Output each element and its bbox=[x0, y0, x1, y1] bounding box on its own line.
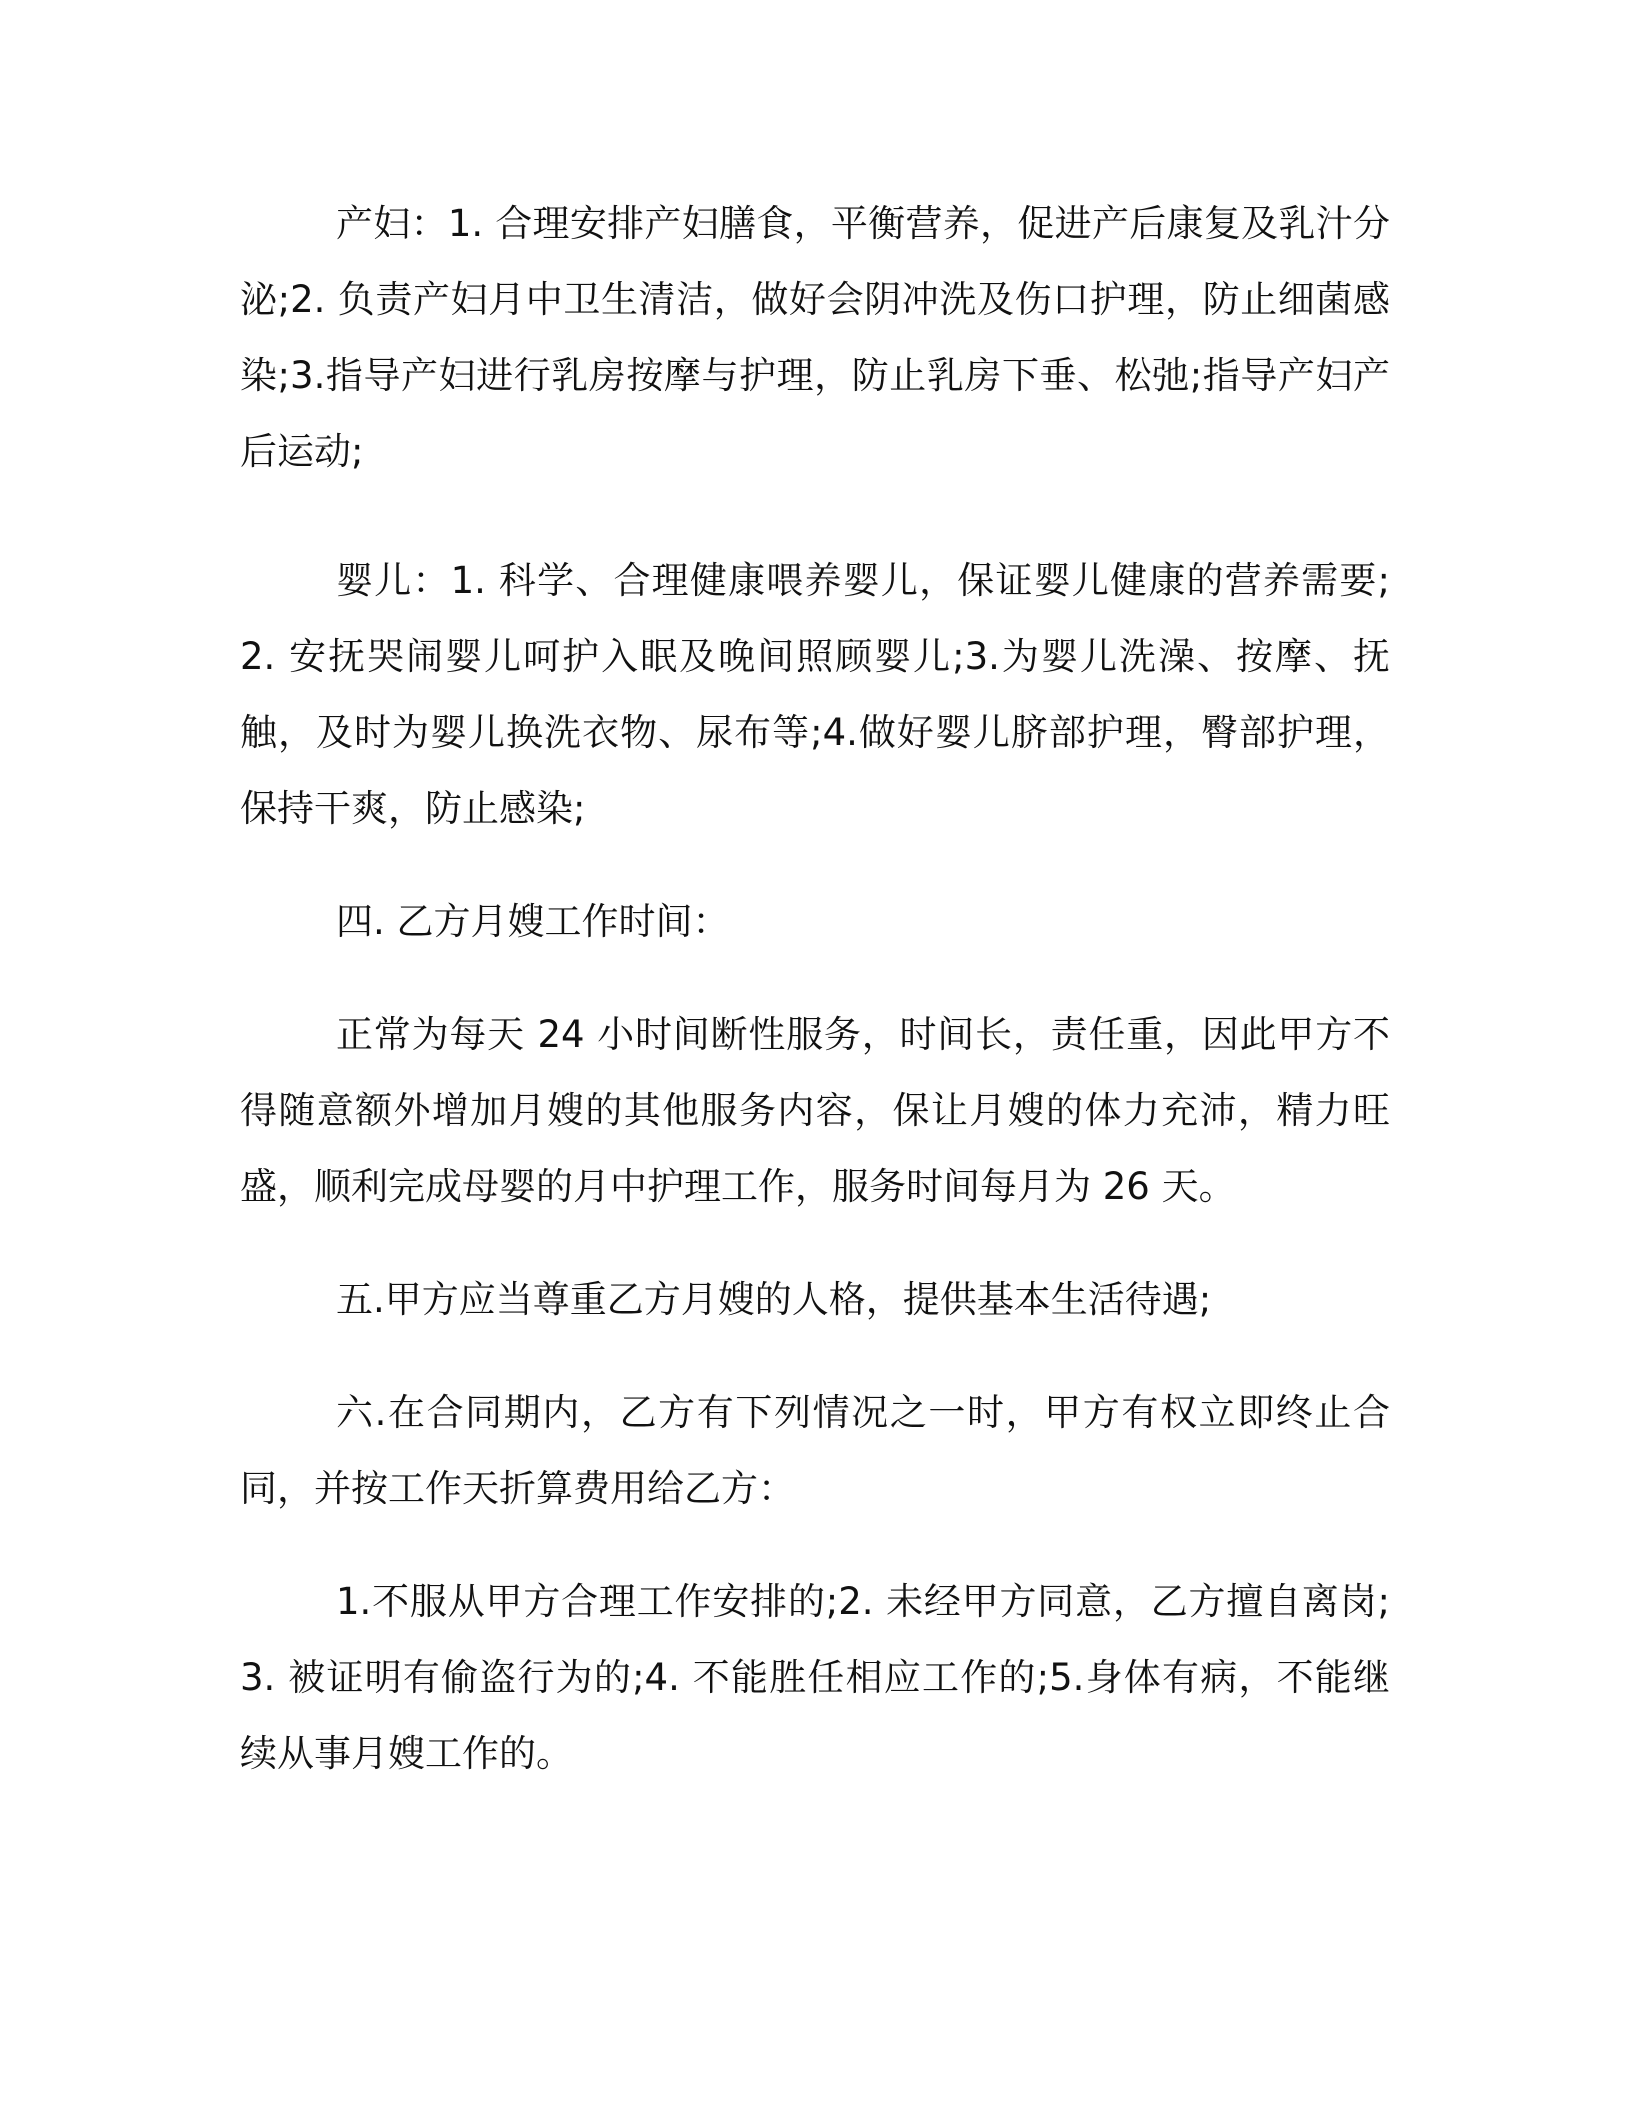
paragraph-mother-care: 产妇：1. 合理安排产妇膳食，平衡营养，促进产后康复及乳汁分泌;2. 负责产妇月中卫生清洁，做好会阴冲洗及伤口护理，防止细菌感染;3.指导产妇进行乳房按摩与护理，防止乳房下垂、松弛;指导产妇产后运动; bbox=[240, 202, 1390, 473]
document-page bbox=[240, 186, 1390, 1792]
section-heading-work-time: 四. 乙方月嫂工作时间： bbox=[336, 900, 730, 943]
paragraph-termination-conditions: 1.不服从甲方合理工作安排的;2. 未经甲方同意，乙方擅自离岗;3. 被证明有偷盗行为的;4. 不能胜任相应工作的;5.身体有病，不能继续从事月嫂工作的。 bbox=[240, 1580, 1390, 1775]
paragraph-work-time: 正常为每天 24 小时间断性服务，时间长，责任重，因此甲方不得随意额外增加月嫂的其他服务内容，保让月嫂的体力充沛，精力旺盛，顺利完成母婴的月中护理工作，服务时间每月为 26 天。 bbox=[240, 1013, 1390, 1208]
paragraph-infant-care: 婴儿：1. 科学、合理健康喂养婴儿，保证婴儿健康的营养需要;2. 安抚哭闹婴儿呵护入眠及晚间照顾婴儿;3.为婴儿洗澡、按摩、抚触，及时为婴儿换洗衣物、尿布等;4.做好婴儿脐部护理，臀部护理，保持干爽，防止感染; bbox=[240, 559, 1390, 830]
paragraph-respect: 五.甲方应当尊重乙方月嫂的人格，提供基本生活待遇; bbox=[336, 1278, 1212, 1321]
paragraph-termination: 六.在合同期内，乙方有下列情况之一时，甲方有权立即终止合同，并按工作天折算费用给乙方： bbox=[240, 1391, 1390, 1510]
